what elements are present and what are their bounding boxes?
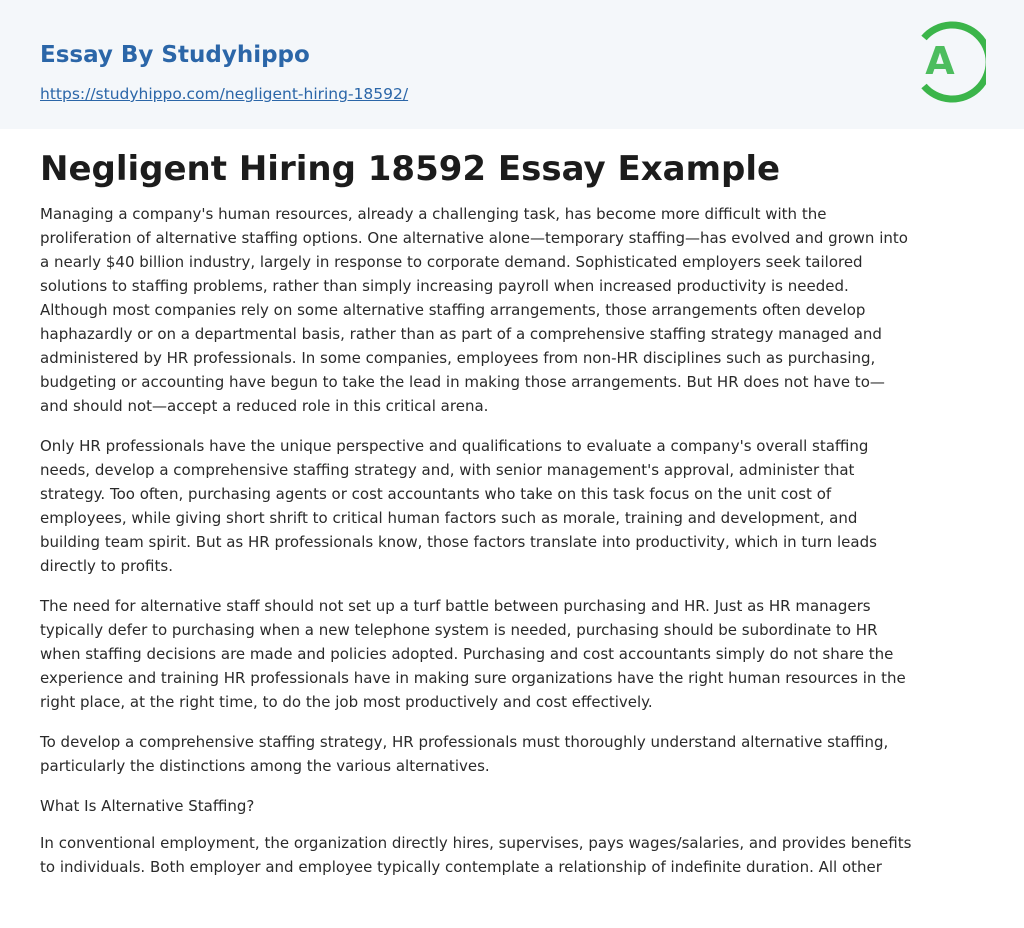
text-line: budgeting or accounting have begun to take the lead in making those arrangements. But HR does not have to— [40,372,885,391]
text-line: The need for alternative staff should not set up a turf battle between purchasing and HR. Just as HR managers [40,596,871,615]
site-brand[interactable]: Essay By Studyhippo [40,42,310,68]
essay-paragraph-5 [40,831,984,879]
text-line: a nearly $40 billion industry, largely in response to corporate demand. Sophisticated employers seek tailored [40,252,863,271]
text-line: Managing a company's human resources, already a challenging task, has become more difficult with the [40,204,827,223]
text-line: proliferation of alternative staffing options. One alternative alone—temporary staffing—has evolved and grown into [40,228,908,247]
logo-letter: A [925,39,955,83]
text-line: administered by HR professionals. In some companies, employees from non-HR disciplines such as purchasing, [40,348,876,367]
text-line: typically defer to purchasing when a new telephone system is needed, purchasing should be subordinate to HR [40,620,878,639]
text-line: employees, while giving short shrift to critical human factors such as morale, training and development, and [40,508,858,527]
text-line: building team spirit. But as HR professionals know, those factors translate into productivity, which in turn leads [40,532,877,551]
text-line: solutions to staffing problems, rather than simply increasing payroll when increased productivity is needed. [40,276,849,295]
text-line: Only HR professionals have the unique perspective and qualifications to evaluate a company's overall staffing [40,436,869,455]
text-line: to individuals. Both employer and employee typically contemplate a relationship of indefinite duration. All other [40,857,882,876]
essay-url-link[interactable]: https://studyhippo.com/negligent-hiring-18592/ [40,85,409,103]
section-subheading: What Is Alternative Staffing? [40,796,255,815]
essay-paragraph-1 [40,202,984,418]
text-line: needs, develop a comprehensive staffing strategy and, with senior management's approval, administer that [40,460,855,479]
text-line: when staffing decisions are made and policies adopted. Purchasing and cost accountants simply do not share the [40,644,894,663]
essay-paragraph-3 [40,594,984,714]
essay-title: Negligent Hiring 18592 Essay Example [40,149,781,189]
text-line: right place, at the right time, to do the job most productively and cost effectively. [40,692,653,711]
essay-paragraph-2 [40,434,984,578]
site-header [0,0,1024,129]
text-line: haphazardly or on a departmental basis, rather than as part of a comprehensive staffing strategy managed and [40,324,882,343]
text-line: particularly the distinctions among the various alternatives. [40,756,490,775]
text-line: directly to profits. [40,556,173,575]
essay-paragraph-4 [40,730,984,778]
text-line: In conventional employment, the organization directly hires, supervises, pays wages/salaries, and provides benefits [40,833,912,852]
essay-content [0,129,1024,879]
text-line: and should not—accept a reduced role in this critical arena. [40,396,489,415]
text-line: strategy. Too often, purchasing agents or cost accountants who take on this task focus on the unit cost of [40,484,832,503]
text-line: experience and training HR professionals have in making sure organizations have the right human resources in the [40,668,906,687]
studyhippo-logo-icon[interactable] [912,19,986,105]
text-line: Although most companies rely on some alternative staffing arrangements, those arrangements often develop [40,300,866,319]
text-line: To develop a comprehensive staffing strategy, HR professionals must thoroughly understand alternative staffing, [40,732,889,751]
